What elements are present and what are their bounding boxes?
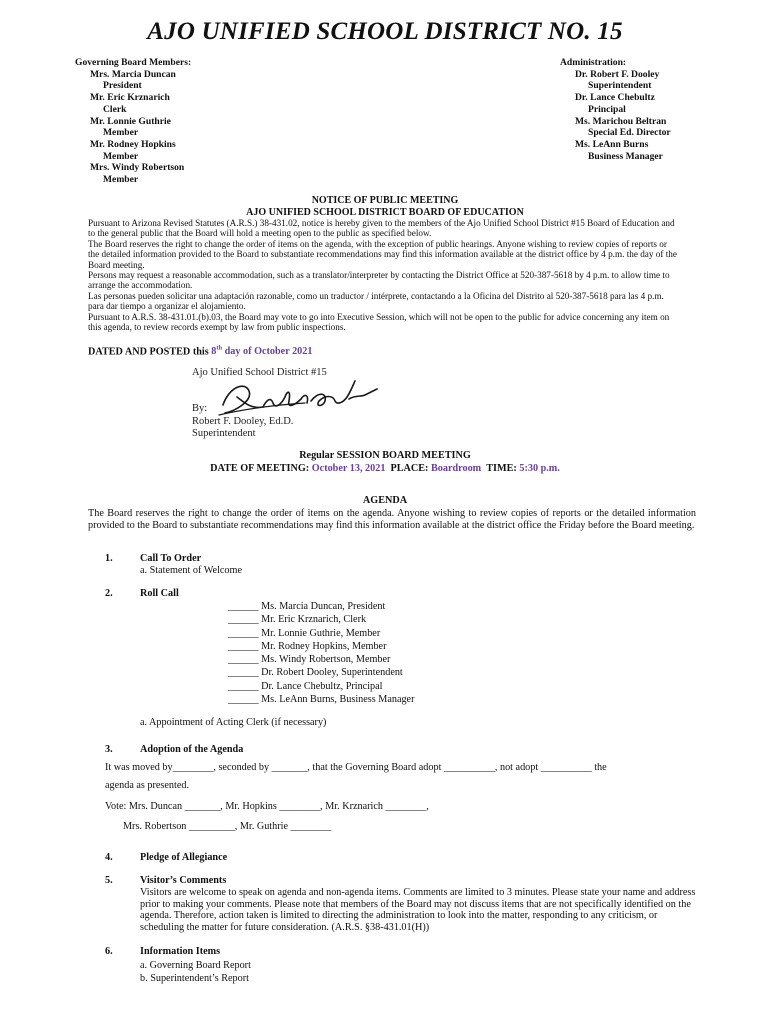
governing-board-list xyxy=(75,57,191,186)
dated-posted-line xyxy=(88,345,312,357)
agenda-item-title: Roll Call xyxy=(140,588,179,599)
date-label: DATE OF MEETING: xyxy=(210,463,310,474)
admin-member-name: Dr. Robert F. Dooley xyxy=(575,68,660,80)
notice-heading-line2: AJO UNIFIED SCHOOL DISTRICT BOARD OF EDUCATION xyxy=(246,207,524,218)
roll-call-entry: ______ Ms. Windy Robertson, Member xyxy=(228,654,391,666)
board-member-role: Member xyxy=(103,174,139,186)
roll-call-entry: ______ Dr. Lance Chebultz, Principal xyxy=(228,680,383,692)
agenda-item-title: Information Items xyxy=(140,946,221,957)
notice-paragraph: Pursuant to A.R.S. 38-431.01.(b).03, the Board may vote to go into Executive Session, which will not be open to the public for advice concerning any item on this agenda, to review records exempt by law from public inspections. xyxy=(88,311,670,333)
agenda-item-title: Adoption of the Agenda xyxy=(140,744,244,755)
roll-call-entry: ______ Ms. Marcia Duncan, President xyxy=(228,601,386,612)
meeting-date: October 13, 2021 xyxy=(311,463,386,474)
admin-heading: Administration: xyxy=(560,57,627,68)
board-member-role: Member xyxy=(103,127,139,139)
roll-call-entry: ______ Mr. Rodney Hopkins, Member xyxy=(228,640,387,652)
admin-member-name: Ms. Marichou Beltran xyxy=(575,115,667,127)
agenda-item-number: 4. xyxy=(105,852,113,863)
agenda-intro: The Board reserves the right to change the order of items on the agenda. Anyone wishing to review copies of reports or the detailed information provided to the Board to substantiate recommendations may find this information available at the district office the Friday before the Board meeting. xyxy=(88,508,696,531)
roll-call-entry: ______ Ms. LeAnn Burns, Business Manager xyxy=(228,694,415,706)
roll-call-entry: ______ Mr. Lonnie Guthrie, Member xyxy=(228,627,381,639)
meeting-place: Boardroom xyxy=(430,463,482,474)
dated-month-year: day of October 2021 xyxy=(224,346,313,358)
administration-list xyxy=(560,57,671,162)
dated-prefix: DATED AND POSTED this xyxy=(88,346,209,358)
agenda-item-number: 6. xyxy=(105,946,113,957)
notice-heading-line1: NOTICE OF PUBLIC MEETING xyxy=(311,195,459,206)
session-info xyxy=(0,449,770,475)
place-label: PLACE: xyxy=(390,463,429,474)
board-member-name: Mr. Eric Krznarich xyxy=(90,92,170,104)
roll-call-list xyxy=(228,600,414,706)
agenda-item-number: 2. xyxy=(105,588,113,599)
meeting-time: 5:30 p.m. xyxy=(519,463,560,474)
dated-day-suffix: th xyxy=(216,345,223,352)
session-heading: Regular SESSION BOARD MEETING xyxy=(299,450,471,461)
admin-member-role: Superintendent xyxy=(588,80,652,92)
vote-line: Mrs. Robertson _________, Mr. Guthrie ________ xyxy=(123,821,332,832)
board-member-role: President xyxy=(103,80,142,92)
signature-org: Ajo Unified School District #15 xyxy=(192,367,327,378)
notice-heading xyxy=(0,195,770,219)
motion-line: It was moved by________, seconded by _______, that the Governing Board adopt __________, not adopt __________ the xyxy=(105,762,607,773)
board-member-role: Clerk xyxy=(103,103,127,115)
notice-body xyxy=(88,218,680,332)
agenda-item-title: Visitor’s Comments xyxy=(140,875,227,886)
notice-paragraph: The Board reserves the right to change the order of items on the agenda, with the exception of public hearings. Anyone wishing to review copies of reports or the detailed information provided to the Board to substantiate recommendations may find this information available at the district office by 4 p.m. the day of the Board meeting. xyxy=(88,238,677,270)
signature-by: By: xyxy=(192,403,208,414)
agenda-item-number: 5. xyxy=(105,875,113,886)
notice-paragraph: Pursuant to Arizona Revised Statutes (A.R.S.) 38-431.02, notice is hereby given to the members of the Ajo Unified School District #15 Board of Education and to the general public that the Board will hold a meeting open to the public as specified below. xyxy=(88,218,675,239)
admin-member-role: Business Manager xyxy=(588,150,663,162)
notice-paragraph: Las personas pueden solicitar una adaptación razonable, como un traductor / intérprete, contactando a la Oficina del Distrito al 520-387-5618 para las 4 p.m. para dar tiempo a organizar el alojamiento. xyxy=(88,290,664,312)
dated-day-number: 8 xyxy=(211,346,217,358)
agenda-item-title: Call To Order xyxy=(140,553,202,564)
vote-line: Vote: Mrs. Duncan _______, Mr. Hopkins ________, Mr. Krznarich ________, xyxy=(105,801,429,812)
meeting-details-line xyxy=(0,462,770,475)
time-label: TIME: xyxy=(486,463,517,474)
board-member-name: Mr. Rodney Hopkins xyxy=(90,138,176,150)
agenda-subitem: a. Governing Board Report xyxy=(140,960,251,971)
agenda-heading: AGENDA xyxy=(362,495,408,506)
roll-call-entry: ______ Dr. Robert Dooley, Superintendent xyxy=(228,667,403,679)
motion-line: agenda as presented. xyxy=(105,780,190,791)
admin-member-role: Principal xyxy=(588,103,626,115)
visitors-comments-text: Visitors are welcome to speak on agenda and non-agenda items. Comments are limited to 3 minutes. Please state your name and address prior to making your comments. Please note that members of the Board may not discuss items that are not specifically identified on the agenda. Therefore, action taken is limited to directing the administration to look into the matter, responding to any criticism, or scheduling the matter for future consideration. (A.R.S. §38-431.01(H)) xyxy=(140,887,696,933)
agenda-item-number: 1. xyxy=(105,553,113,564)
agenda-subitem: a. Appointment of Acting Clerk (if necessary) xyxy=(140,717,327,728)
district-title: AJO UNIFIED SCHOOL DISTRICT NO. 15 xyxy=(147,18,623,45)
agenda-item-title: Pledge of Allegiance xyxy=(140,852,228,863)
roll-call-entry: ______ Mr. Eric Krznarich, Clerk xyxy=(228,614,367,626)
board-member-name: Mrs. Marcia Duncan xyxy=(90,68,176,80)
board-heading: Governing Board Members: xyxy=(75,57,192,68)
signature-name: Robert F. Dooley, Ed.D. xyxy=(192,416,294,427)
admin-member-name: Ms. LeAnn Burns xyxy=(575,138,649,150)
admin-member-name: Dr. Lance Chebultz xyxy=(575,92,655,104)
board-member-name: Mrs. Windy Robertson xyxy=(90,162,185,174)
agenda-subitem: a. Statement of Welcome xyxy=(140,565,242,576)
agenda-item-number: 3. xyxy=(105,744,113,755)
dated-day xyxy=(211,346,312,357)
board-member-name: Mr. Lonnie Guthrie xyxy=(90,115,171,127)
notice-paragraph: Persons may request a reasonable accommodation, such as a translator/interpreter by contacting the District Office at 520-387-5618 by 4 p.m. to allow time to arrange the accommodation. xyxy=(88,270,670,291)
signature-title: Superintendent xyxy=(192,428,256,439)
board-member-role: Member xyxy=(103,150,139,162)
admin-member-role: Special Ed. Director xyxy=(588,127,671,139)
agenda-subitem: b. Superintendent’s Report xyxy=(140,973,249,984)
